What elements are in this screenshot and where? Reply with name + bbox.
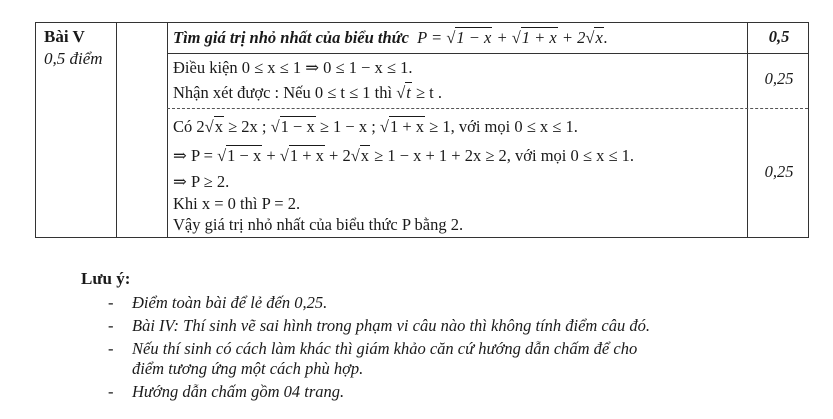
step2-score: 0,25 — [764, 162, 794, 181]
formula-part: P = — [417, 28, 447, 47]
note-text: Bài IV: Thí sinh vẽ sai hình trong phạm vi câu nào thì không tính điểm câu đó. — [132, 316, 651, 335]
step2-sqrt: x — [214, 117, 223, 136]
column-divider — [747, 23, 748, 237]
step2-text: ⇒ P = — [173, 146, 218, 165]
question-formula: P = √1 − x + √1 + x + 2√x. — [417, 28, 608, 47]
column-divider — [167, 23, 168, 237]
step2-text: Có 2 — [173, 117, 205, 136]
question-header — [173, 28, 608, 48]
note-text: Điểm toàn bài để lẻ đến 0,25. — [132, 293, 328, 312]
step2-line1: Có 2√x ≥ 2x ; √1 − x ≥ 1 − x ; √1 + x ≥ 1, với mọi 0 ≤ x ≤ 1. — [173, 117, 578, 136]
question-text: Tìm giá trị nhỏ nhất của biểu thức — [173, 28, 409, 47]
step1-line1: Điều kiện 0 ≤ x ≤ 1 ⇒ 0 ≤ 1 − x ≤ 1. — [173, 58, 413, 77]
formula-sqrt: x — [595, 28, 603, 47]
note-item — [108, 293, 327, 313]
step2-sqrt: 1 + x — [389, 117, 425, 136]
note-item — [108, 339, 637, 359]
step2-text: ≥ 1, với mọi 0 ≤ x ≤ 1. — [425, 117, 578, 136]
formula-part: . — [603, 28, 608, 47]
row-divider-dashed — [167, 108, 808, 109]
step1-text: ≥ t . — [411, 83, 442, 102]
step1-line2: Nhận xét được : Nếu 0 ≤ t ≤ 1 thì √t ≥ t . — [173, 83, 442, 102]
note-bullet: - — [108, 382, 114, 401]
step2-text: ≥ 1 − x ; — [315, 117, 380, 136]
step2-text: + 2 — [324, 146, 351, 165]
step2-sqrt: 1 − x — [280, 117, 315, 136]
step2-sqrt: x — [360, 146, 370, 165]
section-title: Bài V — [44, 27, 85, 46]
formula-part: + 2 — [557, 28, 586, 47]
row-divider — [167, 53, 808, 54]
section-points: 0,5 điểm — [44, 49, 103, 68]
formula-part: + — [492, 28, 512, 47]
step2-sqrt: 1 + x — [289, 146, 324, 165]
note-item — [108, 382, 344, 402]
note-bullet: - — [108, 339, 114, 358]
step1-text: Nhận xét được : Nếu 0 ≤ t ≤ 1 thì — [173, 83, 397, 102]
note-bullet: - — [108, 293, 114, 312]
step2-line5: Vậy giá trị nhỏ nhất của biểu thức P bằng 2. — [173, 215, 464, 234]
step2-line4: Khi x = 0 thì P = 2. — [173, 194, 301, 213]
step2-text: + — [262, 146, 280, 165]
step2-line3: ⇒ P ≥ 2. — [173, 172, 230, 191]
formula-sqrt: 1 + x — [521, 28, 557, 47]
formula-sqrt: 1 − x — [456, 28, 492, 47]
note-bullet: - — [108, 316, 114, 335]
note-item — [108, 316, 650, 336]
note-item-continued — [108, 359, 363, 379]
question-score: 0,5 — [768, 27, 790, 46]
notes-title: Lưu ý: — [81, 269, 131, 288]
step1-sqrt: t — [406, 83, 411, 102]
note-text: Hướng dẫn chấm gồm 04 trang. — [132, 382, 345, 401]
step2-sqrt: 1 − x — [227, 146, 262, 165]
grading-table — [35, 22, 809, 238]
note-text: Nếu thí sinh có cách làm khác thì giám khảo căn cứ hướng dẫn chấm để cho — [132, 339, 638, 358]
step1-score: 0,25 — [764, 69, 794, 88]
step2-text: ≥ 2x ; — [223, 117, 271, 136]
step2-text: ≥ 1 − x + 1 + 2x ≥ 2, với mọi 0 ≤ x ≤ 1. — [370, 146, 635, 165]
note-text: điểm tương ứng một cách phù hợp. — [132, 359, 364, 378]
column-divider — [116, 23, 117, 237]
step2-line2: ⇒ P = √1 − x + √1 + x + 2√x ≥ 1 − x + 1 + 2x ≥ 2, với mọi 0 ≤ x ≤ 1. — [173, 146, 635, 165]
